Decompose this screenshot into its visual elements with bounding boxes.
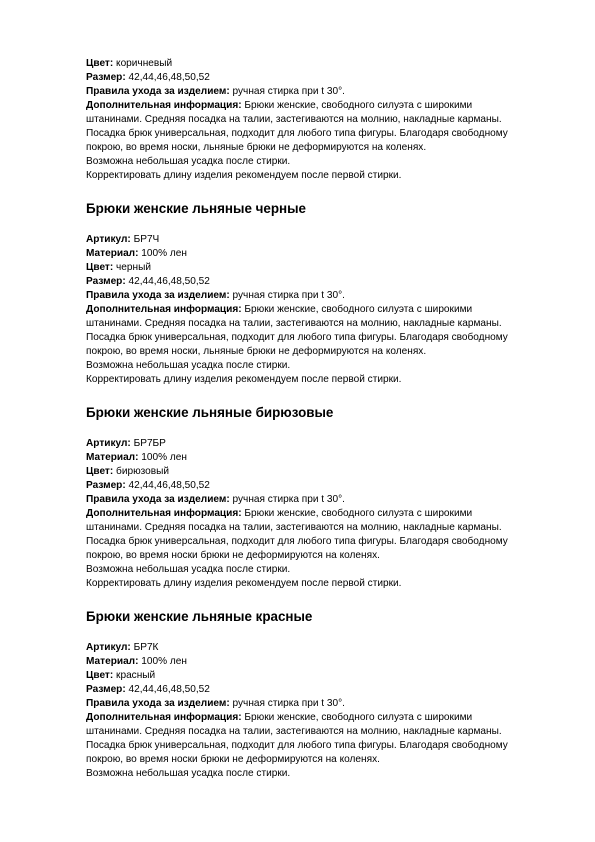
article-row — [86, 641, 556, 655]
description-line: штанинами. Средняя посадка на талии, застегиваются на молнию, накладные карманы. — [86, 522, 502, 533]
care-value: ручная стирка при t 30°. — [229, 494, 345, 505]
material-row — [86, 451, 556, 465]
product-section-turquoise — [86, 405, 556, 591]
description-line: штанинами. Средняя посадка на талии, застегиваются на молнию, накладные карманы. — [86, 114, 502, 125]
document-content — [86, 57, 556, 781]
description-line: Возможна небольшая усадка после стирки. — [86, 360, 291, 371]
material-label: Материал: — [86, 452, 139, 463]
material-label: Материал: — [86, 248, 139, 259]
care-value: ручная стирка при t 30°. — [229, 86, 345, 97]
care-label: Правила ухода за изделием: — [86, 494, 230, 505]
color-row — [86, 669, 556, 683]
product-section-red — [86, 609, 556, 781]
description-line: Посадка брюк универсальная, подходит для любого типа фигуры. Благодаря свободному — [86, 128, 508, 139]
description-line: Возможна небольшая усадка после стирки. — [86, 768, 291, 779]
description-line: Корректировать длину изделия рекомендуем после первой стирки. — [86, 374, 402, 385]
product-title: Брюки женские льняные бирюзовые — [86, 405, 334, 420]
info-label: Дополнительная информация: — [86, 100, 242, 111]
care-row — [86, 493, 556, 507]
material-label: Материал: — [86, 656, 139, 667]
description-line: покрою, во время носки брюки не деформируются на коленях. — [86, 754, 380, 765]
care-value: ручная стирка при t 30°. — [229, 290, 345, 301]
material-row — [86, 655, 556, 669]
description-line: покрою, во время носки брюки не деформируются на коленях. — [86, 550, 380, 561]
care-row — [86, 85, 556, 99]
info-label: Дополнительная информация: — [86, 304, 242, 315]
description-line: Посадка брюк универсальная, подходит для любого типа фигуры. Благодаря свободному — [86, 332, 508, 343]
material-value: 100% лен — [138, 452, 187, 463]
description-line: покрою, во время носки, льняные брюки не деформируются на коленях. — [86, 142, 427, 153]
article-value: БР7БР — [130, 438, 166, 449]
care-label: Правила ухода за изделием: — [86, 86, 230, 97]
size-label: Размер: — [86, 480, 126, 491]
color-label: Цвет: — [86, 466, 114, 477]
info-row — [86, 99, 556, 113]
size-value: 42,44,46,48,50,52 — [125, 276, 210, 287]
info-label: Дополнительная информация: — [86, 508, 242, 519]
color-value: красный — [113, 670, 156, 681]
color-row — [86, 261, 556, 275]
color-value: коричневый — [113, 58, 173, 69]
info-value: Брюки женские, свободного силуэта с широкими — [241, 508, 473, 519]
color-value: черный — [113, 262, 151, 273]
care-label: Правила ухода за изделием: — [86, 698, 230, 709]
size-label: Размер: — [86, 684, 126, 695]
description-line: Возможна небольшая усадка после стирки. — [86, 156, 291, 167]
color-value: бирюзовый — [113, 466, 170, 477]
description-line: Корректировать длину изделия рекомендуем после первой стирки. — [86, 578, 402, 589]
color-row — [86, 57, 556, 71]
info-value: Брюки женские, свободного силуэта с широкими — [241, 100, 473, 111]
info-row — [86, 711, 556, 725]
size-label: Размер: — [86, 276, 126, 287]
size-value: 42,44,46,48,50,52 — [125, 480, 210, 491]
color-label: Цвет: — [86, 58, 114, 69]
color-label: Цвет: — [86, 670, 114, 681]
info-value: Брюки женские, свободного силуэта с широкими — [241, 712, 473, 723]
product-section-black — [86, 201, 556, 387]
article-label: Артикул: — [86, 642, 131, 653]
article-row — [86, 437, 556, 451]
material-row — [86, 247, 556, 261]
material-value: 100% лен — [138, 248, 187, 259]
description-line: Возможна небольшая усадка после стирки. — [86, 564, 291, 575]
care-row — [86, 697, 556, 711]
description-line: Корректировать длину изделия рекомендуем после первой стирки. — [86, 170, 402, 181]
description-line: штанинами. Средняя посадка на талии, застегиваются на молнию, накладные карманы. — [86, 318, 502, 329]
size-row — [86, 71, 556, 85]
color-label: Цвет: — [86, 262, 114, 273]
size-row — [86, 683, 556, 697]
description-line: штанинами. Средняя посадка на талии, застегиваются на молнию, накладные карманы. — [86, 726, 502, 737]
article-value: БР7Ч — [130, 234, 160, 245]
size-value: 42,44,46,48,50,52 — [125, 72, 210, 83]
intro-section — [86, 57, 556, 183]
size-row — [86, 479, 556, 493]
care-value: ручная стирка при t 30°. — [229, 698, 345, 709]
size-label: Размер: — [86, 72, 126, 83]
description-line: Посадка брюк универсальная, подходит для любого типа фигуры. Благодаря свободному — [86, 740, 508, 751]
article-value: БР7К — [130, 642, 159, 653]
care-row — [86, 289, 556, 303]
size-row — [86, 275, 556, 289]
care-label: Правила ухода за изделием: — [86, 290, 230, 301]
article-label: Артикул: — [86, 234, 131, 245]
product-title: Брюки женские льняные красные — [86, 609, 313, 624]
info-row — [86, 303, 556, 317]
article-row — [86, 233, 556, 247]
product-title: Брюки женские льняные черные — [86, 201, 306, 216]
material-value: 100% лен — [138, 656, 187, 667]
description-line: Посадка брюк универсальная, подходит для любого типа фигуры. Благодаря свободному — [86, 536, 508, 547]
article-label: Артикул: — [86, 438, 131, 449]
color-row — [86, 465, 556, 479]
info-value: Брюки женские, свободного силуэта с широкими — [241, 304, 473, 315]
size-value: 42,44,46,48,50,52 — [125, 684, 210, 695]
info-label: Дополнительная информация: — [86, 712, 242, 723]
description-line: покрою, во время носки, льняные брюки не деформируются на коленях. — [86, 346, 427, 357]
info-row — [86, 507, 556, 521]
